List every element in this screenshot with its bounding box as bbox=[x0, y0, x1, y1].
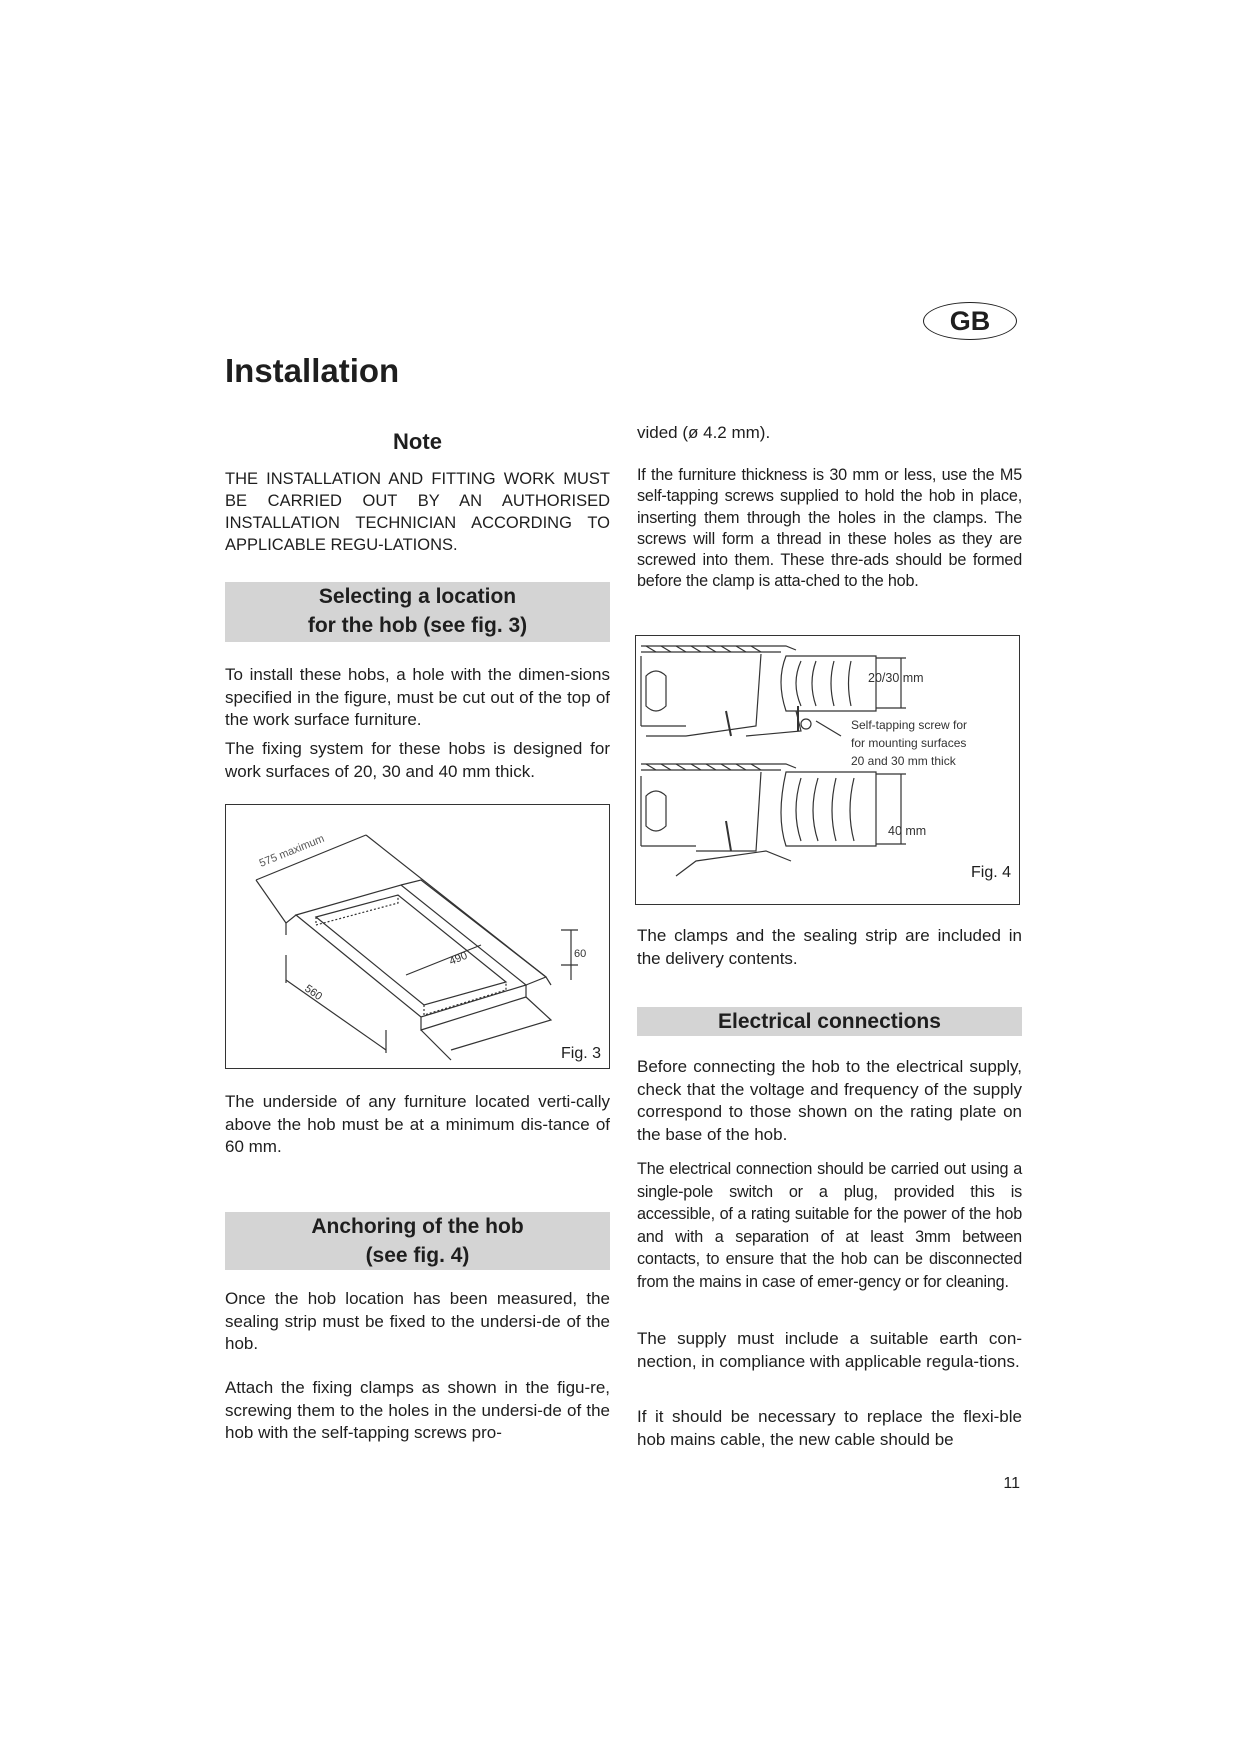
screw-caption-line3: 20 and 30 mm thick bbox=[851, 754, 956, 768]
dim-575-label: 575 maximum bbox=[257, 832, 327, 870]
upper-worktop bbox=[781, 656, 876, 711]
dim-560-label: 560 bbox=[302, 982, 325, 1003]
clamp-diagram bbox=[636, 636, 1019, 904]
electrical-paragraph-1: Before connecting the hob to the electrical supply, check that the voltage and frequency of the supply correspond to those shown on the rating plate on the base of the hob. bbox=[637, 1057, 1022, 1144]
anchoring-heading-line2: (see fig. 4) bbox=[365, 1244, 470, 1267]
fig4-label: Fig. 4 bbox=[970, 864, 1011, 881]
anchoring-paragraph-1: Once the hob location has been measured, the sealing strip must be fixed to the undersi-de of the hob. bbox=[225, 1289, 610, 1353]
figure-4 bbox=[635, 635, 1020, 905]
electrical-section-heading: Electrical connections bbox=[637, 1007, 1022, 1036]
location-heading-line2: for the hob (see fig. 3) bbox=[307, 614, 528, 637]
clamps-paragraph: The clamps and the sealing strip are included in the delivery contents. bbox=[637, 926, 1022, 968]
note-text: THE INSTALLATION AND FITTING WORK MUST BE CARRIED OUT BY AN AUTHORISED INSTALLATION TECHNICIAN ACCORDING TO APPLICABLE REGU-LATIONS. bbox=[225, 470, 610, 554]
cutout-outline bbox=[316, 895, 506, 1005]
location-section-heading bbox=[225, 582, 610, 642]
electrical-paragraph-2: The electrical connection should be carried out using a single-pole switch or a plug, provided this is accessible, of a rating suitable for the power of the hob and with a separation of at least 3mm between contacts, to ensure that the hob can be disconnected from the mains in case of emer-gency or for cleaning. bbox=[637, 1160, 1022, 1291]
anchoring-section-heading bbox=[225, 1212, 610, 1270]
thickness-paragraph: If the furniture thickness is 30 mm or less, use the M5 self-tapping screws supplied to hold the hob in place, inserting them through the holes in the clamps. The screws will form a thread in these holes as they are screwed into them. These thre-ads should be formed before the clamp is atta-ched to the hob. bbox=[637, 466, 1022, 591]
underside-paragraph: The underside of any furniture located verti-cally above the hob must be at a minimum dis-tance of 60 mm. bbox=[225, 1092, 610, 1156]
fig3-label: Fig. 3 bbox=[560, 1045, 601, 1062]
dim-20-30-label: 20/30 mm bbox=[868, 671, 924, 685]
dim-490-label: 490 bbox=[447, 949, 470, 968]
electrical-paragraph-4: If it should be necessary to replace the flexi-ble hob mains cable, the new cable should be bbox=[637, 1407, 1022, 1449]
electrical-paragraph-3: The supply must include a suitable earth con-nection, in compliance with applicable regula-tions. bbox=[637, 1329, 1022, 1371]
screw-caption-line1: Self-tapping screw for bbox=[851, 718, 968, 732]
lower-worktop bbox=[781, 772, 876, 846]
dim-40-label: 40 mm bbox=[888, 824, 927, 838]
page-title: Installation bbox=[225, 352, 400, 389]
dim-60-label: 60 bbox=[574, 948, 587, 960]
figure-3 bbox=[225, 804, 610, 1069]
location-heading-line1: Selecting a location bbox=[318, 585, 517, 608]
location-paragraph-2: The fixing system for these hobs is designed for work surfaces of 20, 30 and 40 mm thick. bbox=[225, 739, 610, 781]
location-paragraph-1: To install these hobs, a hole with the dimen-sions specified in the figure, must be cut out of the top of the work surface furniture. bbox=[225, 665, 610, 729]
page-number: 11 bbox=[1003, 1475, 1020, 1492]
screw-caption-line2: for mounting surfaces bbox=[851, 736, 967, 750]
note-heading: Note bbox=[393, 429, 442, 454]
anchoring-heading-line1: Anchoring of the hob bbox=[311, 1215, 524, 1238]
anchoring-paragraph-2: Attach the fixing clamps as shown in the figu-re, screwing them to the holes in the undersi-de of the hob with the self-tapping screws pro- bbox=[225, 1378, 610, 1442]
cutout-diagram bbox=[226, 805, 609, 1068]
continuation-text: vided (ø 4.2 mm). bbox=[637, 423, 771, 442]
language-badge: GB bbox=[923, 302, 1017, 340]
